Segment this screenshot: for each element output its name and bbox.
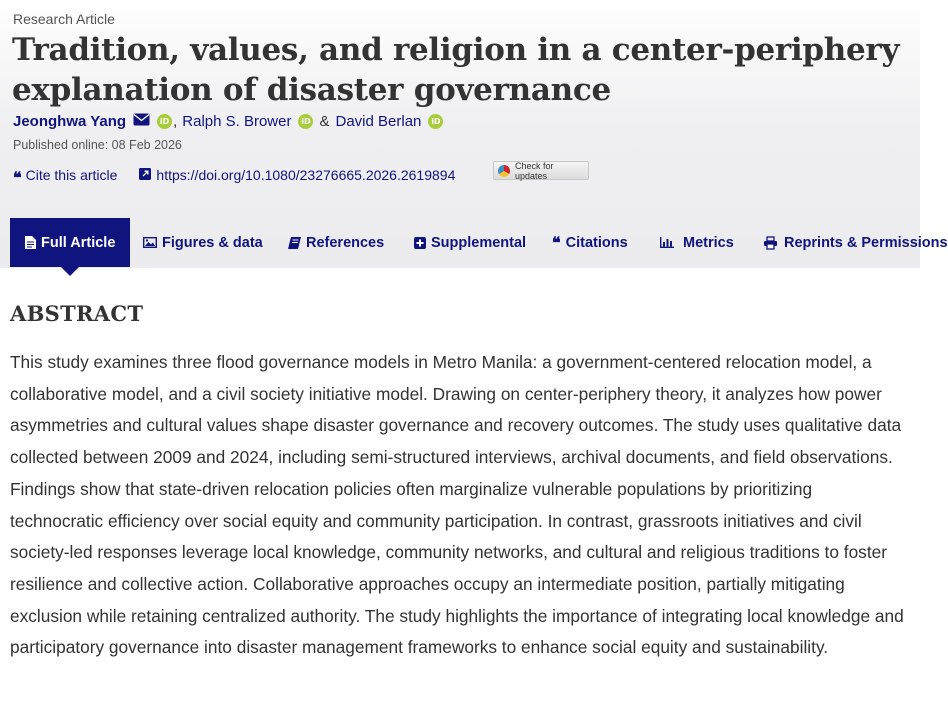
tab-label: Figures & data [162,234,263,251]
tab-citations[interactable] [552,218,628,267]
author-list [13,113,443,130]
image-icon [143,237,157,248]
orcid-icon[interactable]: iD [428,114,443,129]
tab-metrics[interactable] [660,218,734,267]
book-icon [288,237,301,249]
tab-references[interactable] [288,218,384,267]
tab-figures-data[interactable] [143,218,263,267]
external-link-icon [139,167,151,183]
email-envelope-icon[interactable] [133,113,150,130]
check-for-updates-button[interactable] [493,161,589,180]
article-tabs [0,218,948,268]
plus-square-icon [414,237,426,249]
citation-tools [13,167,456,187]
article-type-label: Research Article [13,11,115,27]
quote-icon: ❝ [13,168,22,187]
tab-label: Full Article [41,234,116,251]
tab-reprints-permissions[interactable] [764,218,948,267]
author-link-brower[interactable]: Ralph S. Brower [182,113,292,130]
tab-label: Reprints & Permissions [784,234,948,251]
bar-chart-icon [660,237,674,248]
crossmark-icon [498,165,510,177]
doi-link[interactable] [139,167,455,183]
tab-label: References [306,234,385,251]
abstract-body: This study examines three flood governance models in Metro Manila: a government-centered relocation model, a collaborative model, and a civil society initiative model. Drawing on center-periphery theory, it analyzes how power asymmetries and cultural values shape disaster governance and recovery outcomes. The study uses qualitative data collected between 2009 and 2024, including semi-structured interviews, archival documents, and field observations. Findings show that state-driven relocation policies often marginalize vulnerable populations by prioritizing technocratic efficiency over social equity and community participation. In contrast, grassroots initiatives and civil society-led responses leverage local knowledge, community networks, and cultural and religious traditions to foster resilience and collective action. Collaborative approaches occupy an intermediate position, partially mitigating exclusion while retaining centralized authority. The study highlights the importance of integrating local knowledge and participatory governance into disaster management frameworks to enhance social equity and sustainability. [10,352,904,658]
check-for-updates-label: Check for updates [515,160,554,181]
tab-label: Citations [565,234,628,251]
cite-this-article-link[interactable] [13,167,118,187]
author-link-yang[interactable]: Jeonghwa Yang [13,113,127,130]
orcid-icon[interactable]: iD [157,114,172,129]
article-title: Tradition, values, and religion in a center-periphery explanation of disaster governance [12,32,900,108]
printer-icon [764,237,777,249]
tab-full-article[interactable] [10,218,130,267]
tab-label: Metrics [683,234,734,251]
author-separator: , [173,113,178,130]
cite-label: Cite this article [25,167,118,183]
tab-supplemental[interactable] [414,218,526,267]
document-icon [25,236,36,249]
doi-text: https://doi.org/10.1080/23276665.2026.2619894 [156,167,456,183]
quote-icon: ❝ [552,233,561,252]
author-link-berlan[interactable]: David Berlan [335,113,422,130]
abstract-heading: ABSTRACT [10,301,144,326]
tab-label: Supplemental [431,234,527,251]
published-date: Published online: 08 Feb 2026 [13,138,182,152]
orcid-icon[interactable]: iD [298,114,313,129]
author-separator: & [319,113,330,130]
